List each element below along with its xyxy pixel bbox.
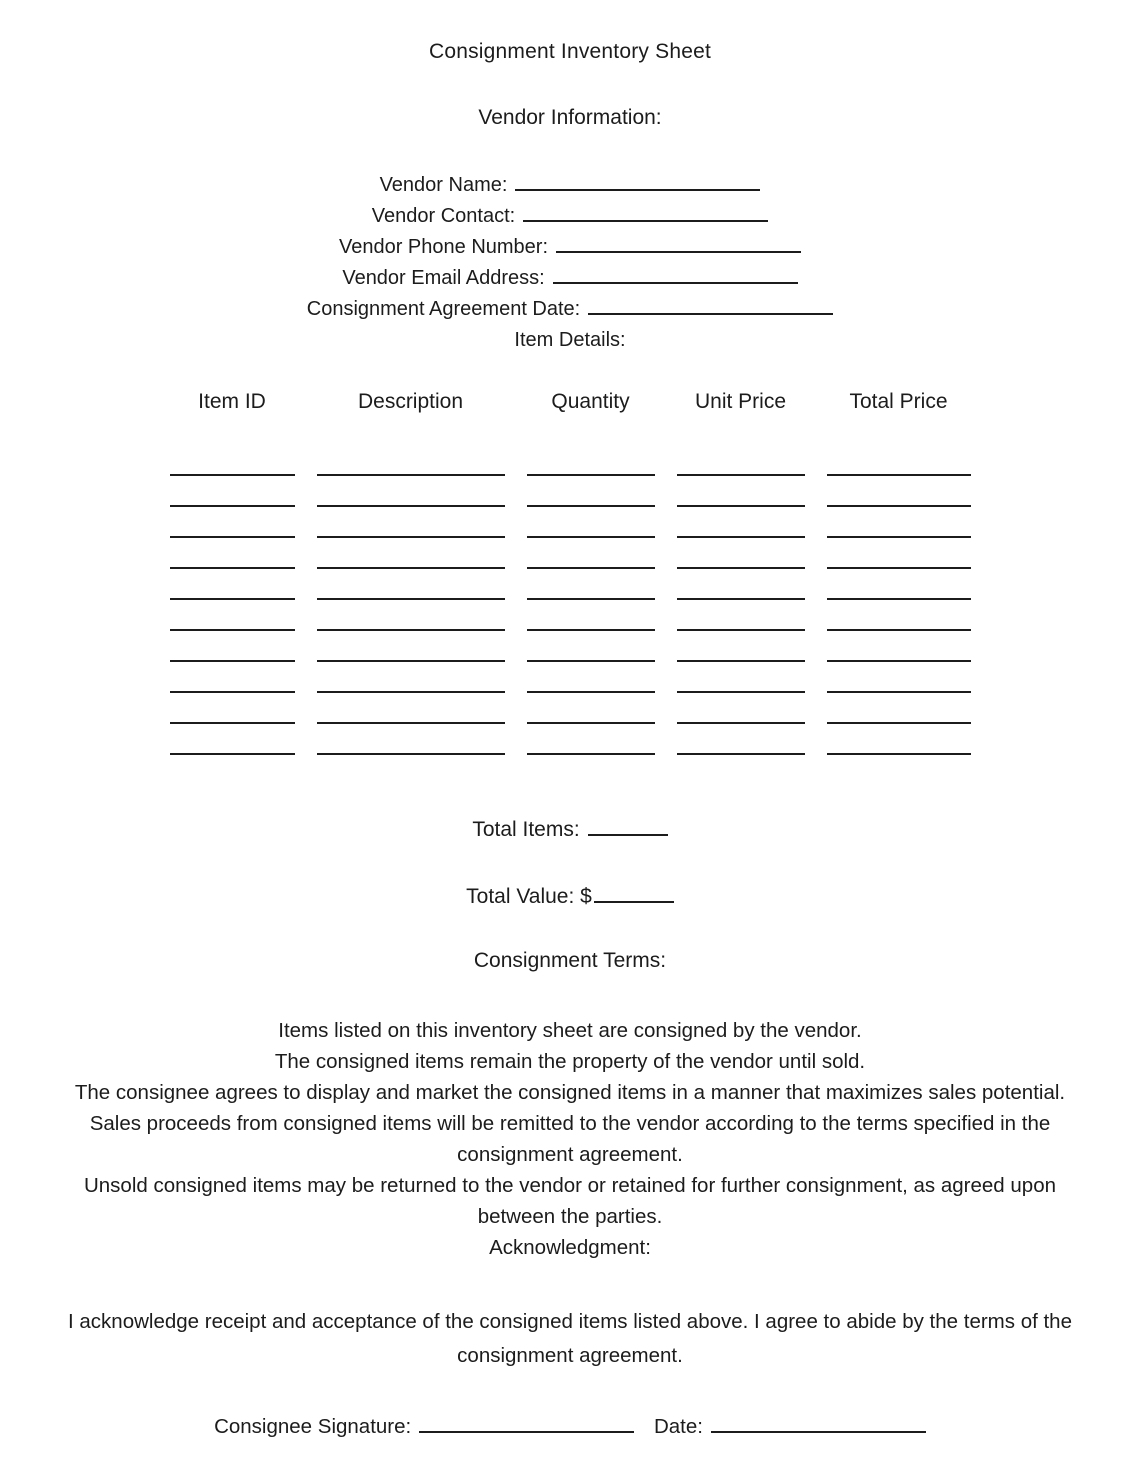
item-id-blank[interactable] <box>170 629 295 631</box>
total-items-label: Total Items: <box>472 818 580 841</box>
consignment-terms-list <box>0 1015 1140 1263</box>
description-blank[interactable] <box>317 629 505 631</box>
column-header-item-id: Item ID <box>198 390 266 413</box>
items-table-row <box>0 704 1140 735</box>
quantity-blank[interactable] <box>527 567 655 569</box>
item-id-blank[interactable] <box>170 660 295 662</box>
total-price-blank[interactable] <box>827 753 971 755</box>
items-table-row <box>0 549 1140 580</box>
total-items-blank[interactable] <box>588 818 668 836</box>
agreement-date-field <box>0 294 1140 325</box>
quantity-blank[interactable] <box>527 474 655 476</box>
total-value-row <box>0 885 1140 909</box>
unit-price-blank[interactable] <box>677 753 805 755</box>
column-header-description: Description <box>357 390 464 413</box>
unit-price-blank[interactable] <box>677 474 805 476</box>
description-blank[interactable] <box>317 598 505 600</box>
unit-price-blank[interactable] <box>677 536 805 538</box>
consignment-terms-heading: Consignment Terms: <box>473 949 667 972</box>
vendor-contact-field <box>0 201 1140 232</box>
quantity-blank[interactable] <box>527 722 655 724</box>
date-label: Date: <box>653 1415 703 1438</box>
total-items-row <box>0 818 1140 842</box>
quantity-blank[interactable] <box>527 505 655 507</box>
term-line: The consignee agrees to display and market the consigned items in a manner that maximizes sales potential. <box>74 1081 1066 1104</box>
vendor-contact-label: Vendor Contact: <box>371 205 516 227</box>
vendor-name-label: Vendor Name: <box>379 174 508 196</box>
column-header-quantity: Quantity <box>551 390 630 413</box>
unit-price-blank[interactable] <box>677 691 805 693</box>
vendor-phone-blank[interactable] <box>556 236 801 253</box>
quantity-blank[interactable] <box>527 598 655 600</box>
description-blank[interactable] <box>317 474 505 476</box>
vendor-name-blank[interactable] <box>515 174 760 191</box>
consignment-inventory-sheet <box>0 40 1140 1439</box>
quantity-blank[interactable] <box>527 691 655 693</box>
item-id-blank[interactable] <box>170 567 295 569</box>
items-table-row <box>0 487 1140 518</box>
item-id-blank[interactable] <box>170 722 295 724</box>
term-line: Unsold consigned items may be returned to the vendor or retained for further consignment, as agreed upon between the parties. <box>83 1174 1057 1228</box>
unit-price-blank[interactable] <box>677 629 805 631</box>
description-blank[interactable] <box>317 660 505 662</box>
vendor-information-heading: Vendor Information: <box>478 106 662 129</box>
unit-price-blank[interactable] <box>677 567 805 569</box>
vendor-contact-blank[interactable] <box>523 205 768 222</box>
vendor-email-blank[interactable] <box>553 267 798 284</box>
unit-price-blank[interactable] <box>677 722 805 724</box>
total-price-blank[interactable] <box>827 474 971 476</box>
items-table-row <box>0 611 1140 642</box>
items-table-header <box>0 390 1140 414</box>
item-id-blank[interactable] <box>170 753 295 755</box>
consignee-signature-label: Consignee Signature: <box>214 1415 412 1438</box>
consignee-signature-blank[interactable] <box>419 1416 634 1433</box>
total-price-blank[interactable] <box>827 567 971 569</box>
date-blank[interactable] <box>711 1416 926 1433</box>
item-id-blank[interactable] <box>170 474 295 476</box>
term-line: The consigned items remain the property of the vendor until sold. <box>274 1050 866 1073</box>
column-header-total-price: Total Price <box>849 390 948 413</box>
item-id-blank[interactable] <box>170 505 295 507</box>
term-line: Items listed on this inventory sheet are consigned by the vendor. <box>278 1019 862 1042</box>
item-id-blank[interactable] <box>170 598 295 600</box>
total-price-blank[interactable] <box>827 536 971 538</box>
items-table-row <box>0 735 1140 766</box>
description-blank[interactable] <box>317 536 505 538</box>
items-table-row <box>0 642 1140 673</box>
vendor-email-field <box>0 263 1140 294</box>
total-price-blank[interactable] <box>827 629 971 631</box>
total-price-blank[interactable] <box>827 505 971 507</box>
signature-row <box>0 1415 1140 1439</box>
agreement-date-label: Consignment Agreement Date: <box>306 298 581 320</box>
page-title: Consignment Inventory Sheet <box>428 40 712 63</box>
description-blank[interactable] <box>317 691 505 693</box>
unit-price-blank[interactable] <box>677 660 805 662</box>
quantity-blank[interactable] <box>527 536 655 538</box>
items-table <box>0 390 1140 766</box>
item-id-blank[interactable] <box>170 536 295 538</box>
description-blank[interactable] <box>317 753 505 755</box>
total-price-blank[interactable] <box>827 598 971 600</box>
vendor-email-label: Vendor Email Address: <box>342 267 545 289</box>
acknowledgment-text: I acknowledge receipt and acceptance of the consigned items listed above. I agree to abide by the terms of the consignment agreement. <box>68 1310 1072 1367</box>
quantity-blank[interactable] <box>527 753 655 755</box>
items-table-row <box>0 456 1140 487</box>
items-table-row <box>0 518 1140 549</box>
unit-price-blank[interactable] <box>677 505 805 507</box>
unit-price-blank[interactable] <box>677 598 805 600</box>
total-price-blank[interactable] <box>827 660 971 662</box>
description-blank[interactable] <box>317 505 505 507</box>
total-value-blank[interactable] <box>594 885 674 903</box>
total-price-blank[interactable] <box>827 722 971 724</box>
description-blank[interactable] <box>317 722 505 724</box>
items-table-row <box>0 673 1140 704</box>
item-details-heading: Item Details: <box>514 329 626 351</box>
description-blank[interactable] <box>317 567 505 569</box>
acknowledgment-heading: Acknowledgment: <box>489 1236 651 1259</box>
quantity-blank[interactable] <box>527 629 655 631</box>
vendor-fields <box>0 170 1140 325</box>
items-table-row <box>0 580 1140 611</box>
total-value-label: Total Value: $ <box>466 885 592 908</box>
column-header-unit-price: Unit Price <box>694 390 787 413</box>
quantity-blank[interactable] <box>527 660 655 662</box>
item-id-blank[interactable] <box>170 691 295 693</box>
total-price-blank[interactable] <box>827 691 971 693</box>
vendor-phone-label: Vendor Phone Number: <box>338 236 549 258</box>
term-line: Sales proceeds from consigned items will be remitted to the vendor according to the terms specified in the consignment agreement. <box>89 1112 1051 1166</box>
vendor-name-field <box>0 170 1140 201</box>
vendor-phone-field <box>0 232 1140 263</box>
agreement-date-blank[interactable] <box>588 298 833 315</box>
items-table-body <box>0 456 1140 766</box>
